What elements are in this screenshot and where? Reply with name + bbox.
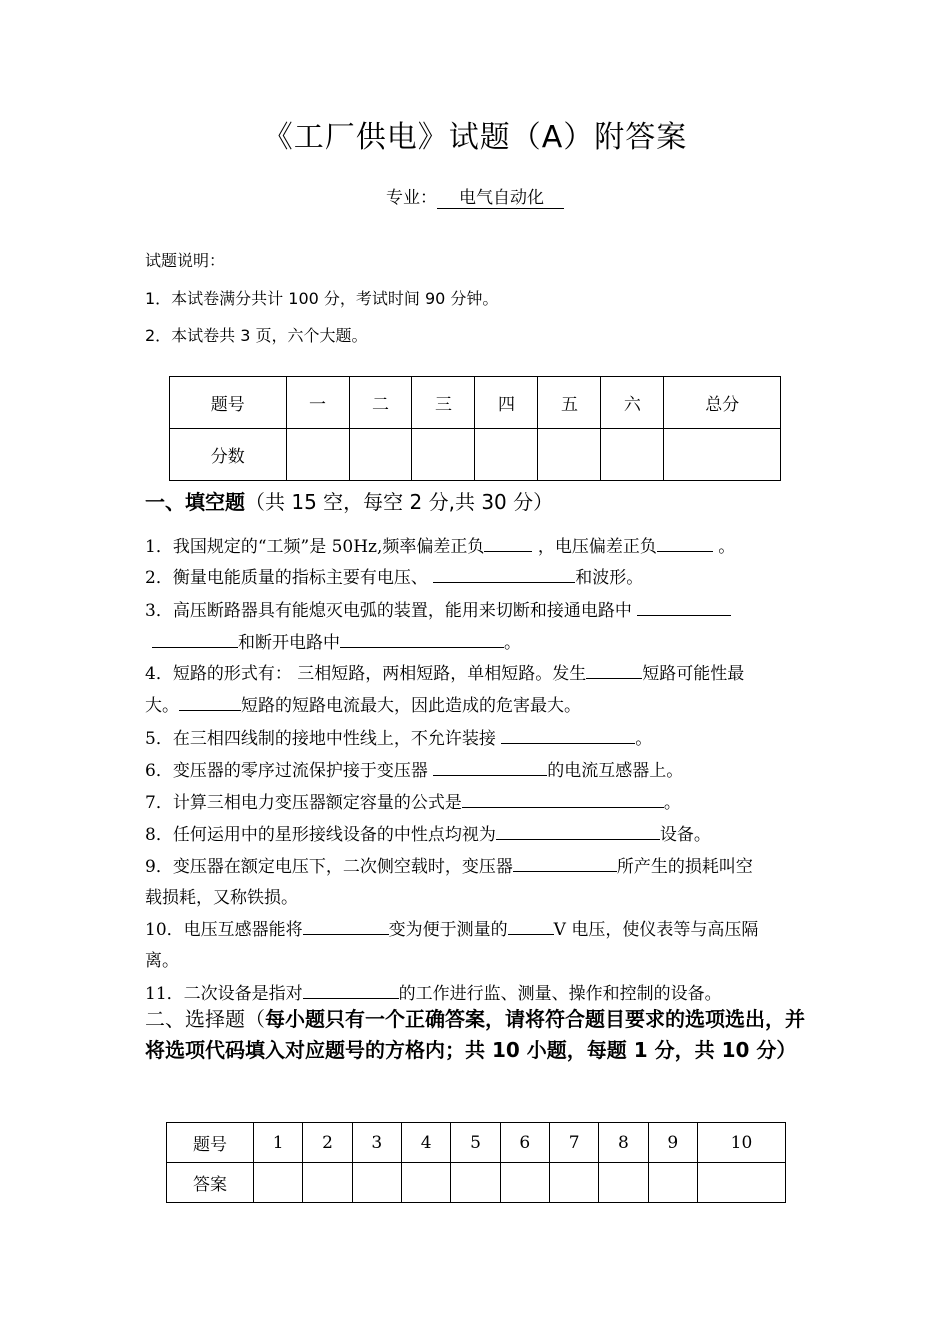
major-line [0, 183, 950, 209]
section-2-points: 1 [633, 1038, 648, 1062]
question-8 [145, 819, 810, 851]
answer-blank[interactable] [513, 851, 617, 872]
section-2-text: 二、选择题（ [145, 1007, 265, 1031]
answer-header-cell: 8 [599, 1123, 648, 1163]
answer-cell[interactable] [352, 1163, 401, 1203]
question-text: 的工作进行监、测量、操作和控制的设备。 [398, 984, 722, 1004]
question-text: 11．二次设备是指对 [145, 984, 303, 1004]
section-1-heading [145, 486, 553, 515]
score-header-cell: 三 [412, 377, 475, 429]
question-5 [145, 723, 810, 755]
score-cell[interactable] [475, 429, 538, 481]
answer-cell[interactable] [697, 1163, 785, 1203]
question-text: 短路可能性最 [642, 664, 745, 684]
question-text: V 电压，使仪表等与高压隔 [553, 920, 759, 940]
answer-cell[interactable] [401, 1163, 450, 1203]
score-header-cell: 题号 [170, 377, 287, 429]
answer-blank[interactable] [496, 819, 660, 840]
score-cell[interactable] [349, 429, 412, 481]
section-2-text: 每小题只有一个正确答案，请将符合题目要求的选项选出，并将选项代码填入对应题号的方格内；共 10 小题，每题 [145, 1007, 805, 1062]
instructions-heading: 试题说明： [145, 251, 226, 270]
question-4 [145, 658, 810, 722]
question-text: 2．衡量电能质量的指标主要有电压、 [145, 568, 428, 588]
question-text: 离。 [145, 951, 179, 971]
instruction-item-1: 1．本试卷满分共计 100 分，考试时间 90 分钟。 [145, 289, 499, 308]
question-text: 4．短路的形式有： 三相短路，两相短路，单相短路。发生 [145, 664, 587, 684]
question-text: 大。 [145, 696, 179, 716]
answer-blank[interactable] [657, 531, 713, 552]
answer-blank[interactable] [340, 627, 504, 648]
answer-cell[interactable] [500, 1163, 549, 1203]
answer-header-cell: 4 [401, 1123, 450, 1163]
answer-header-cell: 5 [451, 1123, 500, 1163]
answer-blank[interactable] [462, 787, 664, 808]
question-text: 的电流互感器上。 [547, 761, 684, 781]
score-table-row [170, 429, 781, 481]
major-label: 专业： [386, 188, 437, 208]
question-text: 5．在三相四线制的接地中性线上，不允许装接 [145, 729, 496, 749]
answer-header-cell: 1 [254, 1123, 303, 1163]
answer-header-cell: 9 [648, 1123, 697, 1163]
question-text: 7．计算三相电力变压器额定容量的公式是 [145, 793, 462, 813]
question-text: 1．我国规定的“工频”是 50Hz,频率偏差正负 [145, 537, 485, 557]
section-1-note: （共 15 空，每空 2 分,共 30 分） [245, 490, 554, 514]
answer-row-label: 答案 [167, 1163, 254, 1203]
question-text: 变为便于测量的 [388, 920, 508, 940]
question-text: 10．电压互感器能将 [145, 920, 303, 940]
page-title: 《工厂供电》试题（A）附答案 [262, 120, 688, 155]
question-text: 。 [504, 633, 521, 653]
answer-blank[interactable] [179, 690, 241, 711]
score-header-cell: 二 [349, 377, 412, 429]
answer-blank[interactable] [433, 755, 547, 776]
score-cell[interactable] [664, 429, 781, 481]
answer-header-cell: 3 [352, 1123, 401, 1163]
score-header-cell: 一 [286, 377, 349, 429]
question-text: ，电压偏差正负 [537, 537, 657, 557]
answer-cell[interactable] [254, 1163, 303, 1203]
question-text: 3．高压断路器具有能熄灭电弧的装置，能用来切断和接通电路中 [145, 601, 632, 621]
answer-cell[interactable] [549, 1163, 598, 1203]
question-1 [145, 531, 810, 563]
question-text: 。 [663, 793, 681, 813]
answer-header-cell: 题号 [167, 1123, 254, 1163]
answer-header-cell: 10 [697, 1123, 785, 1163]
score-table [169, 376, 781, 481]
question-7 [145, 787, 810, 819]
question-6 [145, 755, 810, 787]
answer-header-cell: 7 [549, 1123, 598, 1163]
question-9 [145, 851, 810, 914]
score-cell[interactable] [601, 429, 664, 481]
answer-blank[interactable] [303, 978, 399, 999]
section-2-heading [145, 1004, 810, 1066]
answer-table [166, 1122, 786, 1203]
score-header-cell: 六 [601, 377, 664, 429]
question-text: 6．变压器的零序过流保护接于变压器 [145, 761, 428, 781]
section-2-total: 10 [721, 1038, 750, 1062]
score-header-cell: 总分 [664, 377, 781, 429]
question-text: 所产生的损耗叫空 [616, 857, 753, 877]
answer-blank[interactable] [637, 595, 731, 616]
score-header-cell: 五 [538, 377, 601, 429]
answer-header-cell: 2 [303, 1123, 352, 1163]
answer-table-row [167, 1163, 786, 1203]
answer-blank[interactable] [433, 562, 575, 583]
question-10 [145, 914, 810, 977]
question-text: 短路的短路电流最大，因此造成的危害最大。 [241, 696, 581, 716]
answer-blank[interactable] [152, 627, 238, 648]
answer-blank[interactable] [501, 723, 635, 744]
question-2 [145, 562, 810, 594]
score-row-label: 分数 [170, 429, 287, 481]
score-table-header-row [170, 377, 781, 429]
score-cell[interactable] [412, 429, 475, 481]
instruction-item-2: 2．本试卷共 3 页，六个大题。 [145, 326, 368, 345]
answer-table-header-row [167, 1123, 786, 1163]
major-value: 电气自动化 [437, 183, 564, 209]
question-text: 载损耗，又称铁损。 [145, 888, 298, 908]
question-text: 9．变压器在额定电压下，二次侧空载时，变压器 [145, 857, 513, 877]
answer-blank[interactable] [303, 914, 389, 935]
section-2-text: 分） [749, 1038, 797, 1062]
answer-cell[interactable] [303, 1163, 352, 1203]
score-header-cell: 四 [475, 377, 538, 429]
question-text: 。 [635, 729, 653, 749]
question-3 [145, 595, 810, 659]
score-cell[interactable] [538, 429, 601, 481]
answer-cell[interactable] [451, 1163, 500, 1203]
answer-blank[interactable] [586, 658, 642, 679]
section-1-title: 一、填空题 [145, 490, 245, 514]
answer-header-cell: 6 [500, 1123, 549, 1163]
answer-blank[interactable] [508, 914, 554, 935]
answer-cell[interactable] [648, 1163, 697, 1203]
question-text: 设备。 [659, 825, 711, 845]
section-2-text: 分，共 [647, 1038, 722, 1062]
question-text: 8．任何运用中的星形接线设备的中性点均视为 [145, 825, 496, 845]
question-text: 。 [718, 537, 736, 557]
score-cell[interactable] [286, 429, 349, 481]
question-text: 和波形。 [575, 568, 644, 588]
answer-cell[interactable] [599, 1163, 648, 1203]
answer-blank[interactable] [484, 531, 532, 552]
question-text: 和断开电路中 [238, 633, 340, 653]
